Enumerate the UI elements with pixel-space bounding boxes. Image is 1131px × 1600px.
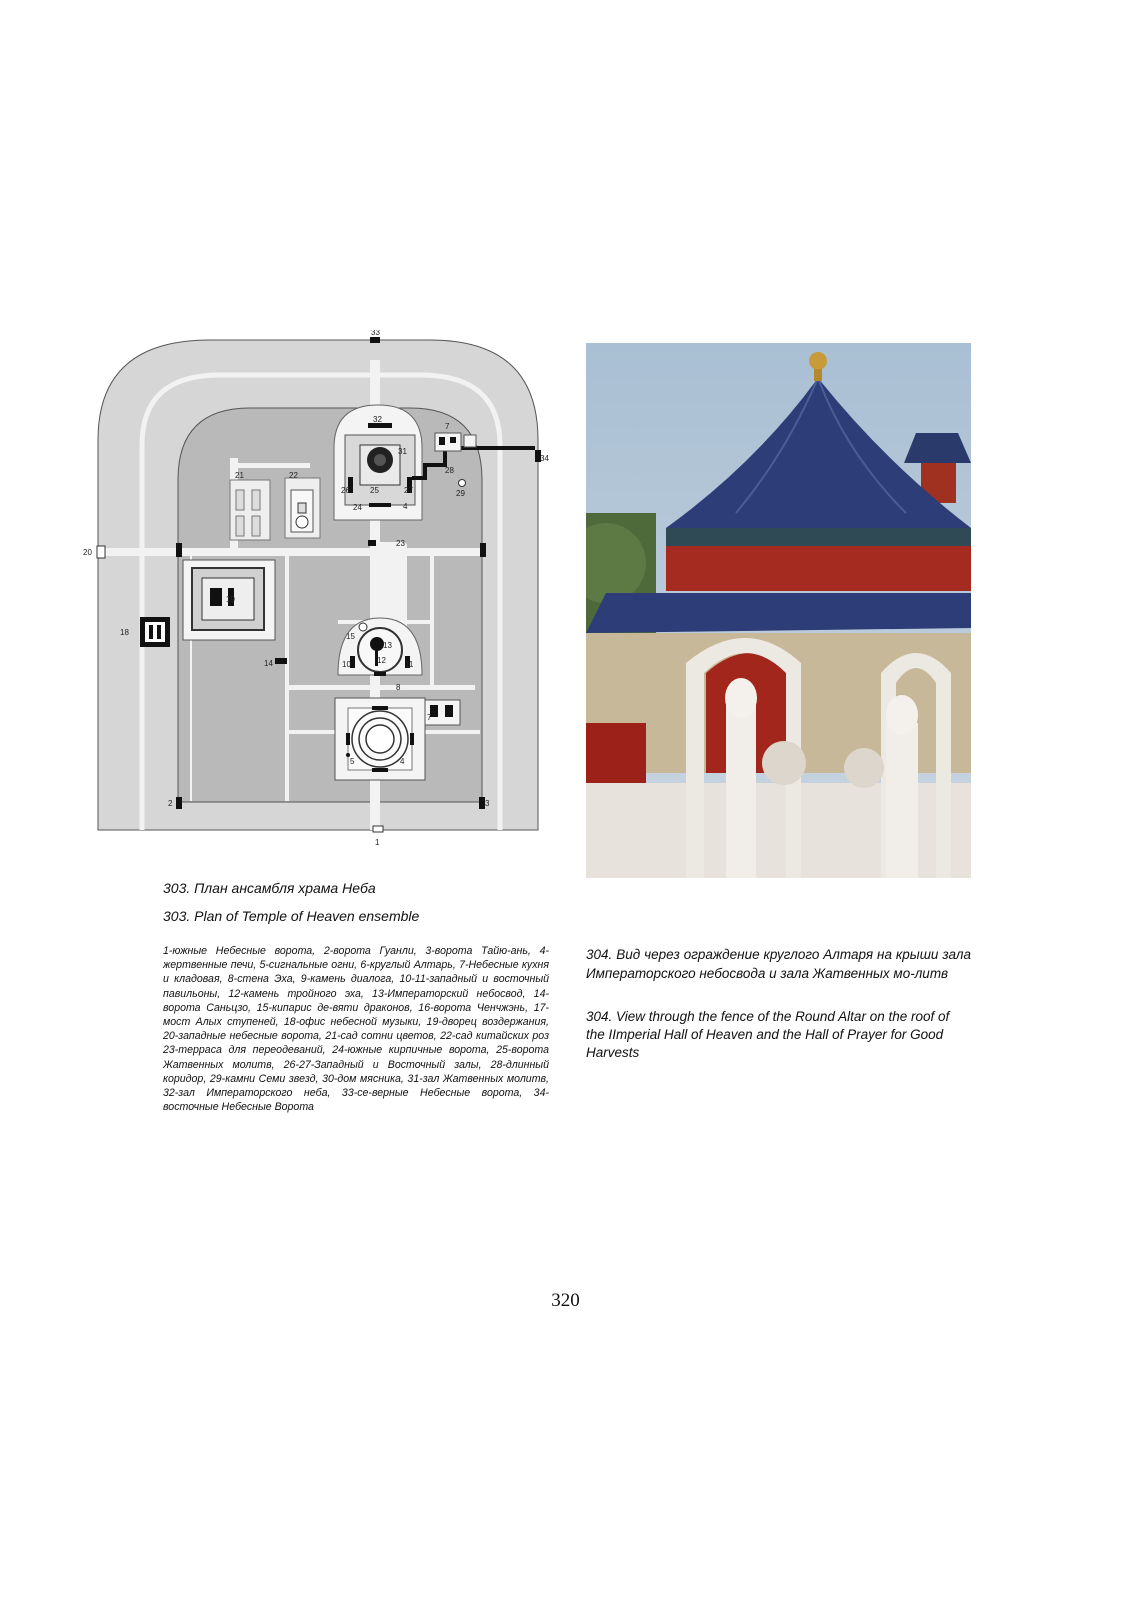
figure-303-caption-en: 303. Plan of Temple of Heaven ensemble [163, 908, 420, 924]
plan-label-5: 5 [350, 757, 355, 766]
plan-label-26: 26 [341, 486, 350, 495]
plan-label-4-top: 4 [403, 502, 408, 511]
plan-label-1: 1 [375, 838, 380, 847]
figure-304-caption-ru: 304. Вид через ограждение круглого Алтаря на крыши зала Императорского небосвода и зала Жатвенных мо-литв [586, 947, 971, 981]
plan-label-25: 25 [370, 486, 379, 495]
plan-label-14: 14 [264, 659, 273, 668]
temple-roof-photo [586, 343, 971, 878]
plan-label-15: 15 [346, 632, 355, 641]
plan-label-7-bottom: 7 [427, 713, 432, 722]
figure-304-caption-en: 304. View through the fence of the Round Altar on the roof of the IImperial Hall of Heaven and the Hall of Prayer for Good Harvests [586, 1009, 950, 1060]
plan-label-3: 3 [485, 799, 490, 808]
plan-label-23: 23 [396, 539, 405, 548]
plan-label-27: 27 [404, 486, 413, 495]
figure-303-caption-ru: 303. План ансамбля храма Неба [163, 880, 376, 896]
page-number: 320 [551, 1290, 580, 1311]
plan-label-10: 10 [342, 660, 351, 669]
plan-label-33: 33 [371, 330, 380, 337]
plan-label-29: 29 [456, 489, 465, 498]
plan-label-21: 21 [235, 471, 244, 480]
plan-label-22: 22 [289, 471, 298, 480]
plan-label-20: 20 [83, 548, 92, 557]
plan-label-34: 34 [540, 454, 549, 463]
plan-label-13: 13 [383, 641, 392, 650]
plan-label-12: 12 [377, 656, 386, 665]
plan-label-11: 11 [405, 660, 414, 669]
plan-label-19: 19 [226, 595, 235, 604]
plan-label-8: 8 [396, 683, 401, 692]
golden-finial [809, 352, 827, 370]
plan-label-28: 28 [445, 466, 454, 475]
figure-303-legend: 1-южные Небесные ворота, 2-ворота Гуанли, 3-ворота Тайю-ань, 4-жертвенные печи, 5-сигнальные огни, 6-круглый Алтарь, 7-Небесные кухня и кладовая, 8-стена Эха, 9-камень диалога, 10-11-западный и восточный павильоны, 12-камень тройного эха, 13-Императорский небосвод, 14-ворота Саньцзо, 15-кипарис де-вяти драконов, 16-ворота Ченчжэнь, 17-мост Алых ступеней, 18-офис небесной музыки, 19-дворец воздержания, 20-западные небесные ворота, 21-сад сотни цветов, 22-сад китайских роз 23-терраса для переодеваний, 24-южные кирпичные ворота, 25-ворота Жатвенных молитв, 26-27-Западный и Восточный залы, 28-длинный коридор, 29-камни Семи звезд, 30-дом мясника, 31-зал Жатвенных молитв, 32-зал Императорского неба, 33-се-верные Небесные ворота, 34-восточные Небесные Ворота [163, 945, 549, 1114]
plan-label-32: 32 [373, 415, 382, 424]
plan-label-7-top: 7 [445, 422, 450, 431]
plan-label-4-bottom: 4 [400, 757, 405, 766]
plan-label-2: 2 [168, 799, 173, 808]
plan-label-24: 24 [353, 503, 362, 512]
temple-of-heaven-plan [80, 330, 560, 870]
plan-label-18: 18 [120, 628, 129, 637]
plan-label-31: 31 [398, 447, 407, 456]
